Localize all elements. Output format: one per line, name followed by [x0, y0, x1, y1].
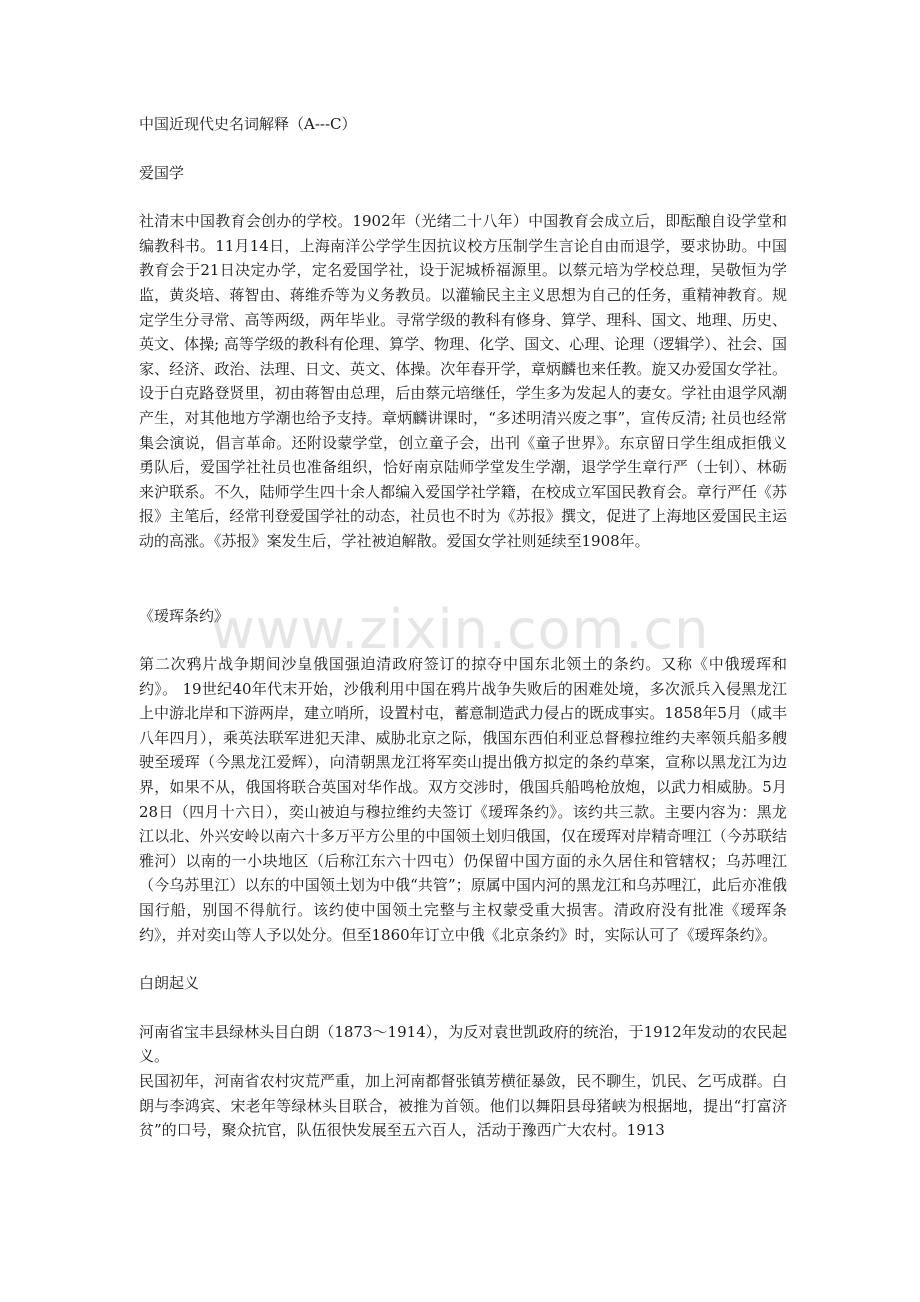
section-heading-aihui-treaty: 《瑷珲条约》 [139, 606, 230, 625]
section-paragraph: 民国初年，河南省农村灾荒严重，加上河南都督张镇芳横征暴敛，民不聊生，饥民、乞丐成群。白朗与李鸿宾、宋老年等绿林头目联合，被推为首领。他们以舞阳县母猪峡为根据地，提出“打富济贫”的口号，聚众抗官，队伍很快发展至五六百人，活动于豫西广大农村。1913 [139, 1072, 787, 1140]
document-body [139, 112, 787, 1143]
section-paragraph: 河南省宝丰县绿林头目白朗（1873～1914），为反对袁世凯政府的统治，于1912年发动的农民起义。 [139, 1022, 787, 1066]
watermark: www.zixin.com.cn [210, 598, 710, 661]
document-title: 中国近现代史名词解释（A---C） [139, 115, 357, 133]
section-heading-bailang-uprising: 白朗起义 [139, 974, 200, 993]
section-heading-aiguoxue: 爱国学 [139, 163, 185, 182]
section-paragraph: 第二次鸦片战争期间沙皇俄国强迫清政府签订的掠夺中国东北领土的条约。又称《中俄瑷珲和约》。 19世纪40年代末开始，沙俄利用中国在鸦片战争失败后的困难处境，多次派兵入侵黑龙江上中游北岸和下游两岸，建立哨所，设置村屯，蓄意制造武力侵占的既成事实。1858年5月（咸丰八年四月），乘英法联军进犯天津、威胁北京之际，俄国东西伯利亚总督穆拉维约夫率领兵船多艘驶至瑷珲（今黑龙江爱辉），向清朝黑龙江将军奕山提出俄方拟定的条约草案，宣称以黑龙江为边界，如果不从，俄国将联合英国对华作战。双方交涉时，俄国兵船鸣枪放炮，以武力相威胁。5月28日（四月十六日），奕山被迫与穆拉维约夫签订《瑷珲条约》。该约共三款。主要内容为：黑龙江以北、外兴安岭以南六十多万平方公里的中国领土划归俄国，仅在瑷珲对岸精奇哩江（今苏联结雅河）以南的一小块地区（后称江东六十四屯）仍保留中国方面的永久居住和管辖权；乌苏哩江（今乌苏里江）以东的中国领土划为中俄“共管”；原属中国内河的黑龙江和乌苏哩江，此后亦准俄国行船，别国不得航行。该约使中国领土完整与主权蒙受重大损害。清政府没有批准《瑷珲条约》，并对奕山等人予以处分。但至1860年订立中俄《北京条约》时，实际认可了《瑷珲条约》。 [139, 655, 787, 944]
section-paragraph: 社清末中国教育会创办的学校。1902年（光绪二十八年）中国教育会成立后，即酝酿自设学堂和编教科书。11月14日，上海南洋公学学生因抗议校方压制学生言论自由而退学，要求协助。中国教育会于21日决定办学，定名爱国学社，设于泥城桥福源里。以蔡元培为学校总理，吴敬恒为学监，黄炎培、蒋智由、蒋维乔等为义务教员。以灌输民主主义思想为自己的任务，重精神教育。规定学生分寻常、高等两级，两年毕业。寻常学级的教科有修身、算学、理科、国文、地理、历史、英文、体操; 高等学级的教科有伦理、算学、物理、化学、国文、心理、论理（逻辑学）、社会、国家、经济、政治、法理、日文、英文、体操。次年春开学，章炳麟也来任教。旋又办爱国女学社。设于白克路登贤里，初由蒋智由总理，后由蔡元培继任，学生多为发起人的妻女。学社由退学风潮产生，对其他地方学潮也给予支持。章炳麟讲课时，“多述明清兴废之事”，宣传反清; 社员也经常集会演说，倡言革命。还附设蒙学堂，创立童子会，出刊《童子世界》。东京留日学生组成拒俄义勇队后，爱国学社社员也准备组织，恰好南京陆师学堂发生学潮，退学学生章行严（士钊）、林砺来沪联系。不久，陆师学生四十余人都编入爱国学社学籍，在校成立军国民教育会。章行严任《苏报》主笔后，经常刊登爱国学社的动态，社员也不时为《苏报》撰文，促进了上海地区爱国民主运动的高涨。《苏报》案发生后，学社被迫解散。爱国女学社则延续至1908年。 [139, 212, 787, 550]
